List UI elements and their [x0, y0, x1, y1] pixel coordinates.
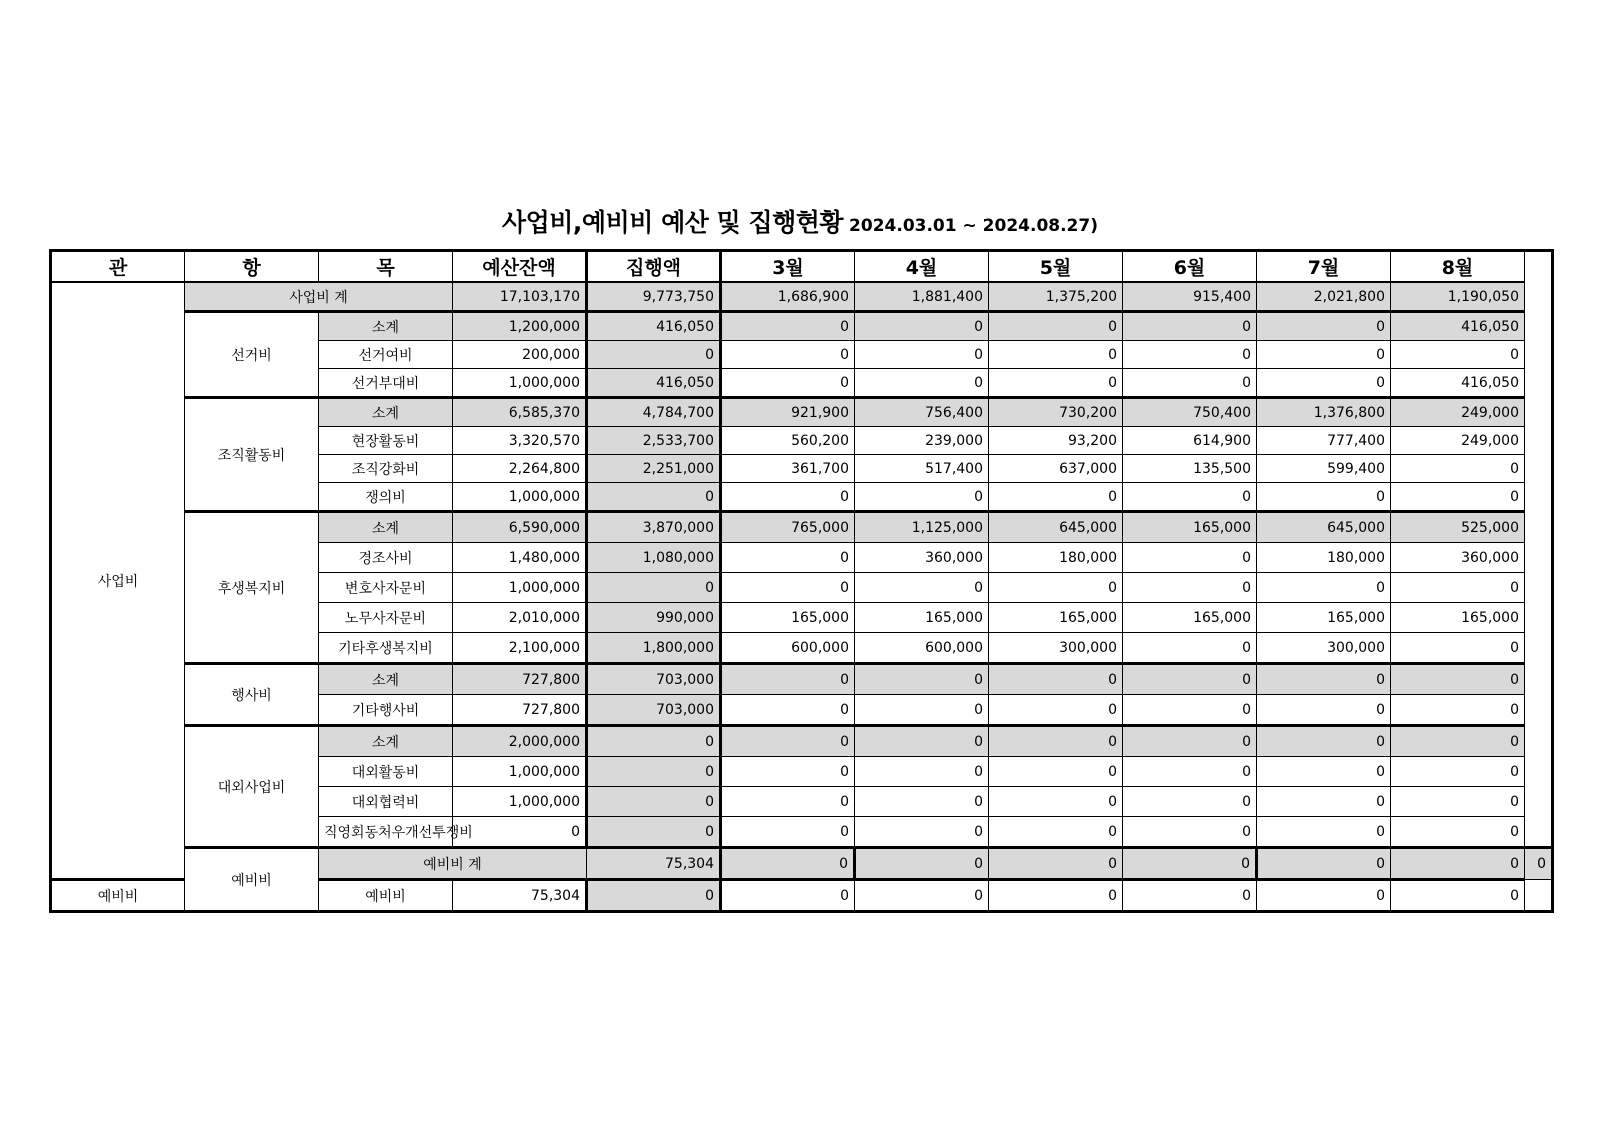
- item-yebi: 예비비: [51, 880, 185, 912]
- cell-month-6: 915,400: [1123, 282, 1257, 312]
- title-main: 사업비,예비비 예산 및 집행현황: [501, 208, 844, 237]
- cell-month-8: 0: [1391, 455, 1525, 483]
- table-row: [51, 664, 1553, 695]
- cell-month-4: 0: [989, 848, 1123, 880]
- cell-month-7: 165,000: [1257, 603, 1391, 633]
- cell-executed: 416,050: [587, 369, 721, 398]
- header-month-4: 4월: [855, 251, 989, 283]
- cell-executed: 0: [587, 787, 721, 817]
- cell-month-5: 93,200: [989, 427, 1123, 455]
- cell-month-6: 0: [1123, 664, 1257, 695]
- cell-month-7: 0: [1257, 787, 1391, 817]
- cell-month-8: 165,000: [1391, 603, 1525, 633]
- cell-month-8: 0: [1391, 664, 1525, 695]
- cell-month-5: 0: [989, 312, 1123, 341]
- cell-month-6: 0: [1123, 573, 1257, 603]
- cell-month-7: 0: [1257, 369, 1391, 398]
- row-label: 소계: [319, 664, 453, 695]
- item-daeoe: 대외사업비: [185, 726, 319, 848]
- cell-month-3: 0: [855, 848, 989, 880]
- cell-month-7: 0: [1257, 483, 1391, 512]
- header-month-8: 8월: [1391, 251, 1525, 283]
- cell-month-6: 0: [1123, 757, 1257, 787]
- table-row: [51, 726, 1553, 757]
- cell-month-8: 0: [1391, 726, 1525, 757]
- cell-budget: 6,590,000: [453, 512, 587, 543]
- cell-budget: 2,000,000: [453, 726, 587, 757]
- cell-month-3: 165,000: [721, 603, 855, 633]
- title-period: 2024.03.01 ~ 2024.08.27): [849, 216, 1098, 236]
- cell-executed: 0: [587, 726, 721, 757]
- cell-month-8: 0: [1525, 848, 1553, 880]
- cell-executed: 1,080,000: [587, 543, 721, 573]
- cell-month-6: 0: [1123, 787, 1257, 817]
- row-label: 기타행사비: [319, 695, 453, 726]
- cell-month-4: 0: [855, 369, 989, 398]
- cell-month-3: 0: [721, 312, 855, 341]
- cell-budget: 6,585,370: [453, 398, 587, 427]
- cell-month-5: 0: [989, 369, 1123, 398]
- header-executed: 집행액: [587, 251, 721, 283]
- cell-month-4: 600,000: [855, 633, 989, 664]
- cell-month-5: 180,000: [989, 543, 1123, 573]
- cell-budget: 2,100,000: [453, 633, 587, 664]
- cell-month-3: 0: [721, 787, 855, 817]
- row-label: 예비비 계: [319, 848, 587, 880]
- cell-month-5: 645,000: [989, 512, 1123, 543]
- cell-budget: 2,010,000: [453, 603, 587, 633]
- cell-budget: 1,000,000: [453, 483, 587, 512]
- cell-month-6: 0: [1123, 483, 1257, 512]
- cell-month-5: 637,000: [989, 455, 1123, 483]
- cell-month-5: 0: [989, 757, 1123, 787]
- cell-executed: 0: [587, 573, 721, 603]
- cell-executed: 2,533,700: [587, 427, 721, 455]
- cell-budget: 200,000: [453, 341, 587, 369]
- cell-month-4: 0: [855, 787, 989, 817]
- cell-month-8: 416,050: [1391, 369, 1525, 398]
- group-saeop: 사업비: [51, 282, 185, 880]
- cell-month-5: 0: [989, 573, 1123, 603]
- cell-month-5: 0: [989, 341, 1123, 369]
- cell-budget: 1,000,000: [453, 757, 587, 787]
- item-haengsa: 행사비: [185, 664, 319, 726]
- cell-budget: 3,320,570: [453, 427, 587, 455]
- cell-month-5: 0: [1123, 848, 1257, 880]
- cell-month-7: 2,021,800: [1257, 282, 1391, 312]
- header-month-3: 3월: [721, 251, 855, 283]
- cell-executed: 0: [587, 341, 721, 369]
- cell-month-6: 614,900: [1123, 427, 1257, 455]
- row-label: 선거부대비: [319, 369, 453, 398]
- header-month-6: 6월: [1123, 251, 1257, 283]
- row-label: 예비비: [319, 880, 453, 912]
- cell-month-3: 600,000: [721, 633, 855, 664]
- cell-executed: 1,800,000: [587, 633, 721, 664]
- cell-month-5: 300,000: [989, 633, 1123, 664]
- item-jojik: 조직활동비: [185, 398, 319, 512]
- cell-month-5: 0: [989, 817, 1123, 848]
- cell-month-6: 165,000: [1123, 603, 1257, 633]
- table-row: [51, 512, 1553, 543]
- cell-month-7: 0: [1257, 880, 1391, 912]
- cell-month-7: 1,376,800: [1257, 398, 1391, 427]
- row-label: 사업비 계: [185, 282, 453, 312]
- cell-month-8: 0: [1391, 483, 1525, 512]
- cell-month-4: 239,000: [855, 427, 989, 455]
- header-mok: 목: [319, 251, 453, 283]
- cell-month-7: 0: [1257, 817, 1391, 848]
- cell-month-5: 0: [989, 880, 1123, 912]
- cell-month-5: 0: [989, 483, 1123, 512]
- table-row: [51, 282, 1553, 312]
- header-month-7: 7월: [1257, 251, 1391, 283]
- cell-month-7: 0: [1257, 573, 1391, 603]
- cell-month-4: 0: [855, 726, 989, 757]
- cell-month-8: 249,000: [1391, 427, 1525, 455]
- cell-budget: 727,800: [453, 664, 587, 695]
- cell-executed: 703,000: [587, 695, 721, 726]
- cell-month-6: 0: [1123, 695, 1257, 726]
- row-label: 변호사자문비: [319, 573, 453, 603]
- cell-month-5: 1,375,200: [989, 282, 1123, 312]
- cell-month-7: 645,000: [1257, 512, 1391, 543]
- cell-month-8: 1,190,050: [1391, 282, 1525, 312]
- cell-executed: 0: [721, 848, 855, 880]
- cell-month-8: 0: [1391, 880, 1525, 912]
- cell-executed: 0: [587, 483, 721, 512]
- cell-month-4: 0: [855, 664, 989, 695]
- row-label: 경조사비: [319, 543, 453, 573]
- cell-month-4: 0: [855, 341, 989, 369]
- row-label: 쟁의비: [319, 483, 453, 512]
- cell-month-3: 1,686,900: [721, 282, 855, 312]
- header-row: [51, 251, 1553, 283]
- cell-month-7: 777,400: [1257, 427, 1391, 455]
- cell-executed: 3,870,000: [587, 512, 721, 543]
- cell-month-4: 756,400: [855, 398, 989, 427]
- cell-month-8: 0: [1391, 695, 1525, 726]
- cell-month-3: 765,000: [721, 512, 855, 543]
- cell-executed: 4,784,700: [587, 398, 721, 427]
- table-row: [51, 312, 1553, 341]
- cell-executed: 416,050: [587, 312, 721, 341]
- table-row: [51, 848, 1553, 880]
- row-label: 기타후생복지비: [319, 633, 453, 664]
- cell-month-3: 0: [721, 664, 855, 695]
- cell-month-3: 921,900: [721, 398, 855, 427]
- cell-month-8: 0: [1391, 341, 1525, 369]
- group-yebi: 예비비: [185, 848, 319, 912]
- cell-month-5: 0: [989, 695, 1123, 726]
- cell-month-8: 0: [1391, 817, 1525, 848]
- header-gwan: 관: [51, 251, 185, 283]
- cell-month-7: 0: [1257, 664, 1391, 695]
- cell-month-7: 0: [1257, 726, 1391, 757]
- table-row: [51, 398, 1553, 427]
- document-title: [0, 203, 1600, 239]
- cell-month-4: 0: [855, 880, 989, 912]
- cell-month-3: 0: [721, 341, 855, 369]
- row-label: 소계: [319, 398, 453, 427]
- header-hang: 항: [185, 251, 319, 283]
- cell-month-6: 0: [1123, 369, 1257, 398]
- cell-month-3: 0: [721, 757, 855, 787]
- cell-month-3: 560,200: [721, 427, 855, 455]
- cell-budget: 1,000,000: [453, 787, 587, 817]
- cell-budget: 2,264,800: [453, 455, 587, 483]
- cell-executed: 9,773,750: [587, 282, 721, 312]
- cell-month-8: 0: [1391, 573, 1525, 603]
- cell-month-6: 0: [1123, 312, 1257, 341]
- cell-budget: 0: [453, 817, 587, 848]
- cell-month-7: 0: [1257, 341, 1391, 369]
- cell-budget: 1,480,000: [453, 543, 587, 573]
- cell-month-8: 360,000: [1391, 543, 1525, 573]
- cell-budget: 1,000,000: [453, 369, 587, 398]
- header-month-5: 5월: [989, 251, 1123, 283]
- cell-budget: 75,304: [453, 880, 587, 912]
- cell-executed: 2,251,000: [587, 455, 721, 483]
- cell-month-8: 0: [1391, 757, 1525, 787]
- cell-month-3: 361,700: [721, 455, 855, 483]
- cell-month-4: 360,000: [855, 543, 989, 573]
- cell-executed: 0: [587, 757, 721, 787]
- cell-month-5: 165,000: [989, 603, 1123, 633]
- cell-month-3: 0: [721, 817, 855, 848]
- cell-month-4: 0: [855, 483, 989, 512]
- cell-month-4: 0: [855, 817, 989, 848]
- cell-month-6: 0: [1257, 848, 1391, 880]
- cell-budget: 75,304: [587, 848, 721, 880]
- cell-month-3: 0: [721, 695, 855, 726]
- cell-month-4: 517,400: [855, 455, 989, 483]
- cell-month-6: 0: [1123, 341, 1257, 369]
- cell-month-6: 0: [1123, 817, 1257, 848]
- cell-month-7: 300,000: [1257, 633, 1391, 664]
- cell-month-7: 0: [1257, 695, 1391, 726]
- cell-month-3: 0: [721, 543, 855, 573]
- cell-executed: 703,000: [587, 664, 721, 695]
- cell-month-8: 0: [1391, 787, 1525, 817]
- row-label: 조직강화비: [319, 455, 453, 483]
- cell-month-7: 599,400: [1257, 455, 1391, 483]
- cell-month-3: 0: [721, 573, 855, 603]
- row-label: 직영회동처우개선투쟁비: [319, 817, 453, 848]
- cell-month-6: 0: [1123, 633, 1257, 664]
- cell-executed: 990,000: [587, 603, 721, 633]
- cell-month-6: 750,400: [1123, 398, 1257, 427]
- cell-month-4: 0: [855, 695, 989, 726]
- cell-month-4: 1,881,400: [855, 282, 989, 312]
- cell-month-7: 0: [1391, 848, 1525, 880]
- row-label: 선거여비: [319, 341, 453, 369]
- cell-month-8: 525,000: [1391, 512, 1525, 543]
- header-budget-balance: 예산잔액: [453, 251, 587, 283]
- cell-month-5: 0: [989, 787, 1123, 817]
- cell-month-5: 0: [989, 726, 1123, 757]
- cell-month-3: 0: [721, 369, 855, 398]
- cell-budget: 1,200,000: [453, 312, 587, 341]
- cell-budget: 17,103,170: [453, 282, 587, 312]
- cell-month-4: 0: [855, 757, 989, 787]
- cell-executed: 0: [587, 880, 721, 912]
- cell-month-4: 0: [855, 573, 989, 603]
- cell-month-6: 0: [1123, 880, 1257, 912]
- row-label: 대외활동비: [319, 757, 453, 787]
- cell-month-6: 135,500: [1123, 455, 1257, 483]
- budget-table: [49, 249, 1554, 913]
- cell-month-6: 0: [1123, 726, 1257, 757]
- cell-month-8: 0: [1391, 633, 1525, 664]
- row-label: 소계: [319, 512, 453, 543]
- cell-month-8: 416,050: [1391, 312, 1525, 341]
- cell-month-7: 0: [1257, 757, 1391, 787]
- cell-executed: 0: [587, 817, 721, 848]
- cell-month-3: 0: [721, 726, 855, 757]
- cell-budget: 1,000,000: [453, 573, 587, 603]
- item-husaeng: 후생복지비: [185, 512, 319, 664]
- cell-month-4: 0: [855, 312, 989, 341]
- cell-month-7: 180,000: [1257, 543, 1391, 573]
- cell-month-5: 730,200: [989, 398, 1123, 427]
- cell-month-8: 249,000: [1391, 398, 1525, 427]
- row-label: 소계: [319, 726, 453, 757]
- cell-budget: 727,800: [453, 695, 587, 726]
- cell-month-3: 0: [721, 483, 855, 512]
- row-label: 노무사자문비: [319, 603, 453, 633]
- cell-month-4: 1,125,000: [855, 512, 989, 543]
- item-seongeo: 선거비: [185, 312, 319, 398]
- cell-month-6: 165,000: [1123, 512, 1257, 543]
- cell-month-6: 0: [1123, 543, 1257, 573]
- row-label: 대외협력비: [319, 787, 453, 817]
- cell-month-5: 0: [989, 664, 1123, 695]
- cell-month-7: 0: [1257, 312, 1391, 341]
- cell-month-3: 0: [721, 880, 855, 912]
- row-label: 소계: [319, 312, 453, 341]
- row-label: 현장활동비: [319, 427, 453, 455]
- cell-month-4: 165,000: [855, 603, 989, 633]
